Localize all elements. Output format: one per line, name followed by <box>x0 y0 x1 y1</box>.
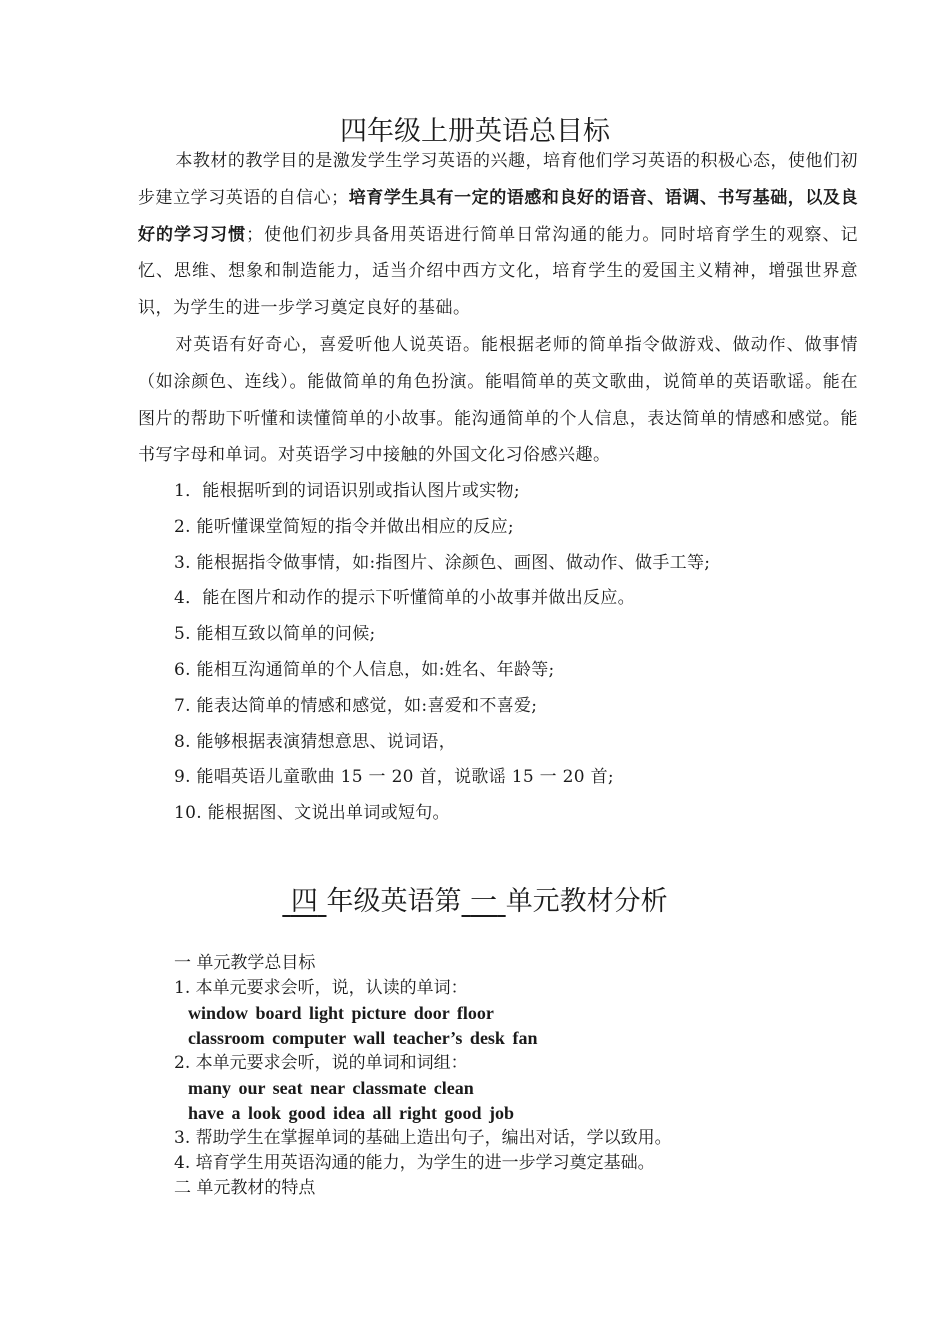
list-item: 5. 能相互致以简单的问候; <box>174 624 376 645</box>
list-item: 10. 能根据图、文说出单词或短句。 <box>174 803 450 824</box>
paragraph-text: ；使他们初步具备用英语进行简单日常沟通的能力。同时培育学生的观察、记忆、思维、想象和制造能力，适当介绍中西方文化，培育学生的爱国主义精神，增强世界意识，为学生的进一步学习奠定良好的基础。 <box>138 224 858 319</box>
section-heading: 二 单元教材的特点 <box>174 1178 316 1198</box>
paragraph-bold-text: 培育学生具有一定的语感和良好的语音、语调、书写基础，以及良好的学习习惯 <box>138 187 858 245</box>
paragraph-teaching-aims <box>138 143 858 327</box>
unit-analysis <box>174 951 672 1201</box>
vocabulary-line: classroom computer wall teacher’s desk fan <box>188 1028 538 1048</box>
list-item: 3. 能根据指令做事情，如:指图片、涂颜色、画图、做动作、做手工等; <box>174 552 711 573</box>
list-item: 1．能根据听到的词语识别或指认图片或实物; <box>174 481 520 501</box>
section-title <box>0 882 950 922</box>
paragraph-text: 本教材的教学目的是激发学生学习英语的兴趣，培育他们学习英语的积极心态，使他们初步建立学习英语的自信心； <box>138 151 858 208</box>
list-item: 7. 能表达简单的情感和感觉，如:喜爱和不喜爱; <box>174 695 538 716</box>
list-item: 1. 本单元要求会听，说，认读的单词： <box>174 978 468 998</box>
goal-list <box>174 474 710 832</box>
title-blank-unit <box>462 886 506 917</box>
vocabulary-line: have a look good idea all right good job <box>188 1103 515 1123</box>
vocabulary-line: many our seat near classmate clean <box>188 1078 474 1098</box>
list-item: 2. 本单元要求会听，说的单词和词组： <box>174 1053 468 1073</box>
list-item: 4. 培育学生用英语沟通的能力，为学生的进一步学习奠定基础。 <box>174 1153 655 1173</box>
title-unit-text: 一 <box>470 886 498 917</box>
vocabulary-line: window board light picture door floor <box>188 1003 494 1023</box>
section-heading: 一 单元教学总目标 <box>174 953 316 973</box>
title-end-text: 单元教材分析 <box>505 886 668 917</box>
title-blank-grade <box>282 886 326 917</box>
paragraph-interest: 对英语有好奇心，喜爱听他人说英语。能根据老师的简单指令做游戏、做动作、做事情（如涂颜色、连线）。能做简单的角色扮演。能唱简单的英文歌曲，说简单的英语歌谣。能在图片的帮助下听懂和读懂简单的小故事。能沟通简单的个人信息，表达简单的情感和感觉。能书写字母和单词。对英语学习中接触的外国文化习俗感兴趣。 <box>138 335 858 466</box>
list-item: 8. 能够根据表演猜想意思、说词语， <box>174 731 457 752</box>
list-item: 3. 帮助学生在掌握单词的基础上造出句子，编出对话，学以致用。 <box>174 1128 672 1148</box>
list-item: 9. 能唱英语儿童歌曲 15 一 20 首，说歌谣 15 一 20 首; <box>174 767 614 788</box>
list-item: 6. 能相互沟通简单的个人信息，如:姓名、年龄等; <box>174 659 555 680</box>
title-middle-text: 年级英语第 <box>326 886 462 917</box>
page-title: 四年级上册英语总目标 <box>340 116 610 147</box>
title-grade-text: 四 <box>290 886 318 917</box>
list-item: 2. 能听懂课堂简短的指令并做出相应的反应; <box>174 516 514 537</box>
list-item: 4．能在图片和动作的提示下听懂简单的小故事并做出反应。 <box>174 588 635 609</box>
